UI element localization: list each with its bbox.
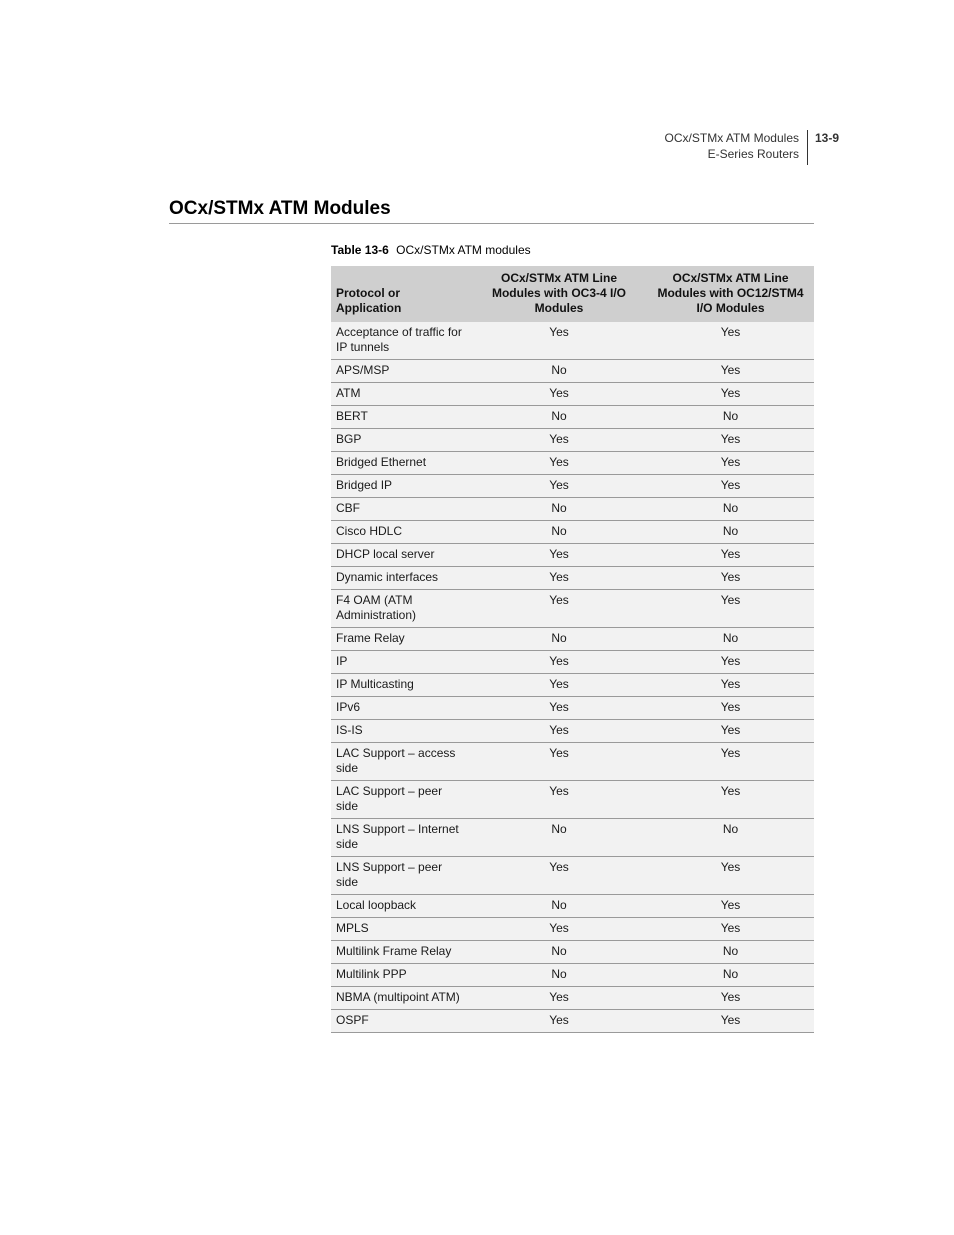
protocol-cell: Bridged IP [331,475,471,498]
oc3-support-cell: Yes [471,674,647,697]
table-row [331,521,814,544]
oc3-support-cell: Yes [471,544,647,567]
protocol-cell: LAC Support – access side [331,743,471,781]
oc3-support-cell: Yes [471,697,647,720]
book-title: E-Series Routers [707,147,799,161]
protocol-cell: IP Multicasting [331,674,471,697]
oc3-support-cell: Yes [471,1010,647,1033]
table-row [331,406,814,429]
table-row [331,628,814,651]
oc12-support-cell: No [647,964,814,987]
table-caption-text: OCx/STMx ATM modules [396,243,531,257]
oc12-support-cell: Yes [647,383,814,406]
oc12-support-cell: Yes [647,544,814,567]
page-number: 13-9 [815,131,840,145]
protocol-cell: MPLS [331,918,471,941]
table-row [331,360,814,383]
table-row [331,743,814,781]
protocol-cell: Bridged Ethernet [331,452,471,475]
table-row [331,987,814,1010]
table-row [331,918,814,941]
column-header-oc12: OCx/STMx ATM Line Modules with OC12/STM4 I/O Modules [647,266,814,322]
oc3-support-cell: Yes [471,429,647,452]
running-header-titles [665,130,799,162]
oc12-support-cell: No [647,498,814,521]
oc12-support-cell: No [647,819,814,857]
chapter-title: OCx/STMx ATM Modules [664,131,799,145]
oc3-support-cell: No [471,895,647,918]
oc12-support-cell: No [647,628,814,651]
oc12-support-cell: Yes [647,674,814,697]
protocol-cell: OSPF [331,1010,471,1033]
oc12-support-cell: Yes [647,781,814,819]
table-row [331,429,814,452]
oc12-support-cell: Yes [647,987,814,1010]
table-body [331,322,814,1033]
oc3-support-cell: Yes [471,590,647,628]
oc12-support-cell: Yes [647,567,814,590]
oc12-support-cell: Yes [647,651,814,674]
oc3-support-cell: No [471,941,647,964]
table-caption-label: Table 13-6 [331,243,389,257]
oc12-support-cell: Yes [647,720,814,743]
oc3-support-cell: Yes [471,918,647,941]
feature-support-table [331,266,814,1033]
oc3-support-cell: Yes [471,987,647,1010]
oc12-support-cell: Yes [647,697,814,720]
oc12-support-cell: Yes [647,452,814,475]
protocol-cell: LAC Support – peer side [331,781,471,819]
oc12-support-cell: Yes [647,429,814,452]
oc3-support-cell: No [471,628,647,651]
column-header-oc3: OCx/STMx ATM Line Modules with OC3-4 I/O Modules [471,266,647,322]
protocol-cell: LNS Support – peer side [331,857,471,895]
running-header [600,130,840,166]
oc12-support-cell: Yes [647,895,814,918]
table-row [331,544,814,567]
oc3-support-cell: Yes [471,475,647,498]
protocol-cell: Multilink PPP [331,964,471,987]
protocol-cell: ATM [331,383,471,406]
oc3-support-cell: Yes [471,857,647,895]
oc12-support-cell: Yes [647,857,814,895]
oc12-support-cell: Yes [647,590,814,628]
protocol-cell: LNS Support – Internet side [331,819,471,857]
table-row [331,941,814,964]
protocol-cell: NBMA (multipoint ATM) [331,987,471,1010]
oc12-support-cell: No [647,521,814,544]
oc3-support-cell: Yes [471,452,647,475]
table-row [331,383,814,406]
header-divider [807,130,808,165]
table-header-row [331,266,814,322]
table-caption [331,242,531,258]
table-row [331,498,814,521]
table-row [331,674,814,697]
table-row [331,857,814,895]
oc3-support-cell: Yes [471,743,647,781]
protocol-cell: BGP [331,429,471,452]
protocol-cell: IS-IS [331,720,471,743]
protocol-cell: Frame Relay [331,628,471,651]
protocol-cell: F4 OAM (ATM Administration) [331,590,471,628]
table-row [331,781,814,819]
section-title: OCx/STMx ATM Modules [169,198,391,219]
oc3-support-cell: No [471,498,647,521]
oc12-support-cell: Yes [647,743,814,781]
oc12-support-cell: Yes [647,475,814,498]
table-row [331,697,814,720]
protocol-cell: Multilink Frame Relay [331,941,471,964]
table-row [331,475,814,498]
oc3-support-cell: Yes [471,651,647,674]
protocol-cell: CBF [331,498,471,521]
column-header-protocol: Protocol or Application [331,266,471,322]
protocol-cell: IPv6 [331,697,471,720]
oc12-support-cell: Yes [647,918,814,941]
oc3-support-cell: No [471,406,647,429]
protocol-cell: Acceptance of traffic for IP tunnels [331,322,471,360]
table-row [331,720,814,743]
table-row [331,964,814,987]
oc3-support-cell: No [471,819,647,857]
oc12-support-cell: No [647,406,814,429]
oc12-support-cell: Yes [647,322,814,360]
protocol-cell: Local loopback [331,895,471,918]
oc3-support-cell: Yes [471,567,647,590]
table-row [331,1010,814,1033]
oc3-support-cell: No [471,964,647,987]
oc3-support-cell: Yes [471,383,647,406]
table-row [331,452,814,475]
oc3-support-cell: Yes [471,322,647,360]
section-rule [169,223,814,224]
protocol-cell: Dynamic interfaces [331,567,471,590]
oc3-support-cell: No [471,521,647,544]
oc3-support-cell: Yes [471,720,647,743]
table-row [331,567,814,590]
protocol-cell: Cisco HDLC [331,521,471,544]
table-row [331,651,814,674]
table-row [331,895,814,918]
oc12-support-cell: Yes [647,360,814,383]
oc3-support-cell: No [471,360,647,383]
oc12-support-cell: No [647,941,814,964]
table-row [331,590,814,628]
protocol-cell: DHCP local server [331,544,471,567]
oc12-support-cell: Yes [647,1010,814,1033]
protocol-cell: APS/MSP [331,360,471,383]
oc3-support-cell: Yes [471,781,647,819]
protocol-cell: BERT [331,406,471,429]
protocol-cell: IP [331,651,471,674]
table-row [331,819,814,857]
table-row [331,322,814,360]
